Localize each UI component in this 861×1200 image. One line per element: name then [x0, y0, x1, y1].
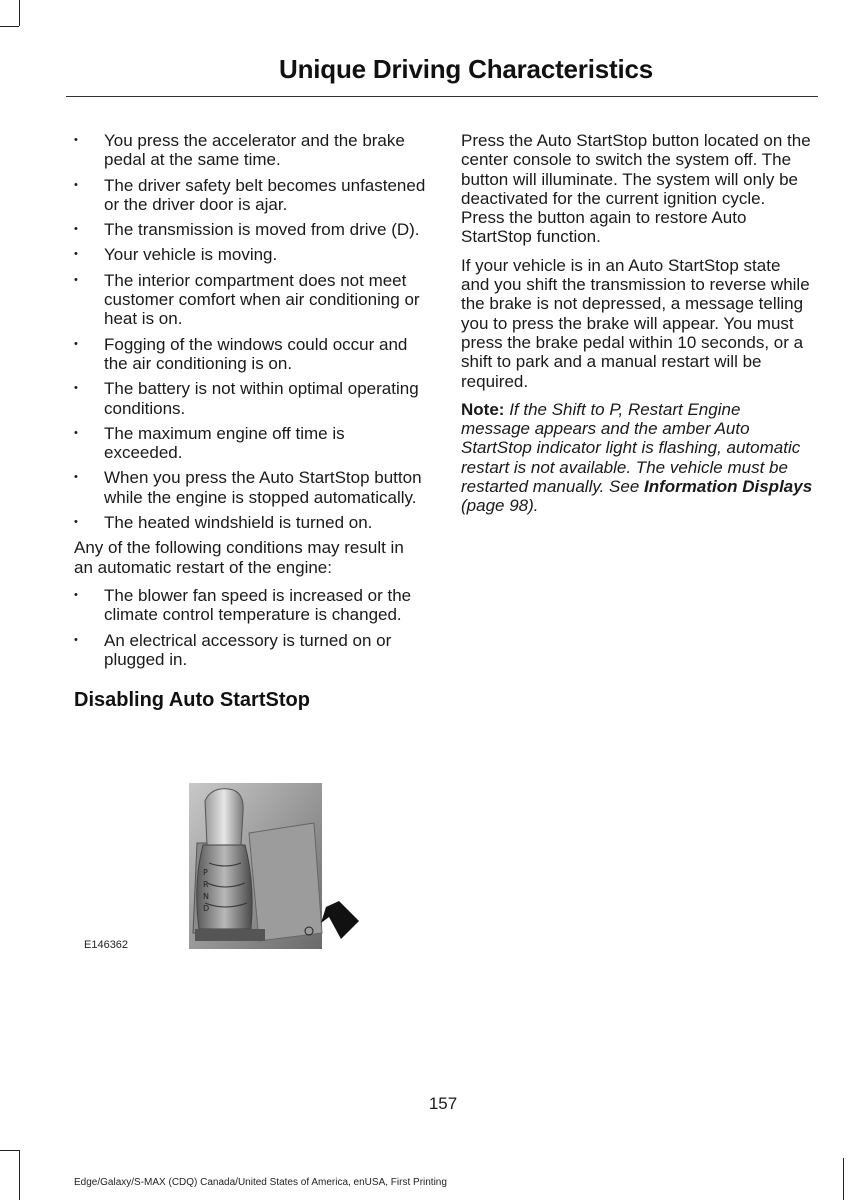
page-reference: (page 98). [461, 496, 539, 516]
list-item: • An electrical accessory is turned on or plugged in. [74, 630, 392, 669]
crop-mark [0, 1150, 19, 1151]
crop-mark [19, 1150, 20, 1200]
list-item: • The transmission is moved from drive (D). [74, 220, 420, 240]
list-item: • Your vehicle is moving. [74, 245, 278, 265]
note [461, 400, 813, 516]
shifter-illustration [189, 783, 322, 949]
list-item: • The maximum engine off time is exceeded. [74, 423, 345, 463]
list-item: • Fogging of the windows could occur and the air conditioning is on. [74, 334, 408, 373]
cross-reference-link[interactable]: Information Displays [644, 477, 813, 497]
svg-text:D: D [203, 904, 210, 913]
right-column [461, 131, 813, 525]
section-heading: Disabling Auto StartStop [74, 689, 310, 712]
restart-intro: Any of the following conditions may result in an automatic restart of the engine: [74, 538, 404, 577]
crop-mark [0, 26, 19, 27]
figure-code: E146362 [84, 939, 129, 951]
list-item: • The interior compartment does not meet customer comfort when air conditioning or heat is on. [74, 270, 420, 329]
left-column [74, 131, 426, 710]
crop-mark [843, 1158, 844, 1200]
footer: Edge/Galaxy/S-MAX (CDQ) Canada/United States of America, enUSA, First Printing [74, 1177, 447, 1188]
list-item: • You press the accelerator and the brake pedal at the same time. [74, 131, 405, 170]
list-item: • When you press the Auto StartStop button while the engine is stopped automatically. [74, 468, 422, 507]
list-item: • The heated windshield is turned on. [74, 513, 373, 533]
list-item: • The blower fan speed is increased or the climate control temperature is changed. [74, 585, 412, 625]
page-number: 157 [428, 1094, 458, 1113]
svg-text:P: P [203, 868, 208, 877]
note-text: If the Shift to P, Restart Engine message appears and the amber Auto StartStop indicator light is flashing, automatic restart is not available. The vehicle must be restarted manually. See [461, 399, 801, 497]
paragraph: If your vehicle is in an Auto StartStop state and you shift the transmission to reverse while the brake is not depressed, a message telling you to press the brake will appear. You must press the brake pedal within 10 seconds, or a shift to park and a manual restart will be required. [461, 255, 810, 391]
crop-mark [19, 0, 20, 26]
svg-text:N: N [203, 892, 209, 901]
list-item: • The driver safety belt becomes unfastened or the driver door is ajar. [74, 175, 426, 214]
header-rule [66, 96, 818, 97]
list-item: • The battery is not within optimal operating conditions. [74, 379, 419, 418]
condition-list [74, 131, 426, 532]
restart-list [74, 586, 426, 669]
svg-text:R: R [203, 880, 209, 889]
page-title: Unique Driving Characteristics [279, 54, 653, 84]
note-label: Note: [461, 399, 505, 419]
paragraph: Press the Auto StartStop button located on the center console to switch the system off. The button will illuminate. The system will only be deactivated for the current ignition cycle. Press the button again to restore Auto StartStop function. [461, 131, 811, 247]
